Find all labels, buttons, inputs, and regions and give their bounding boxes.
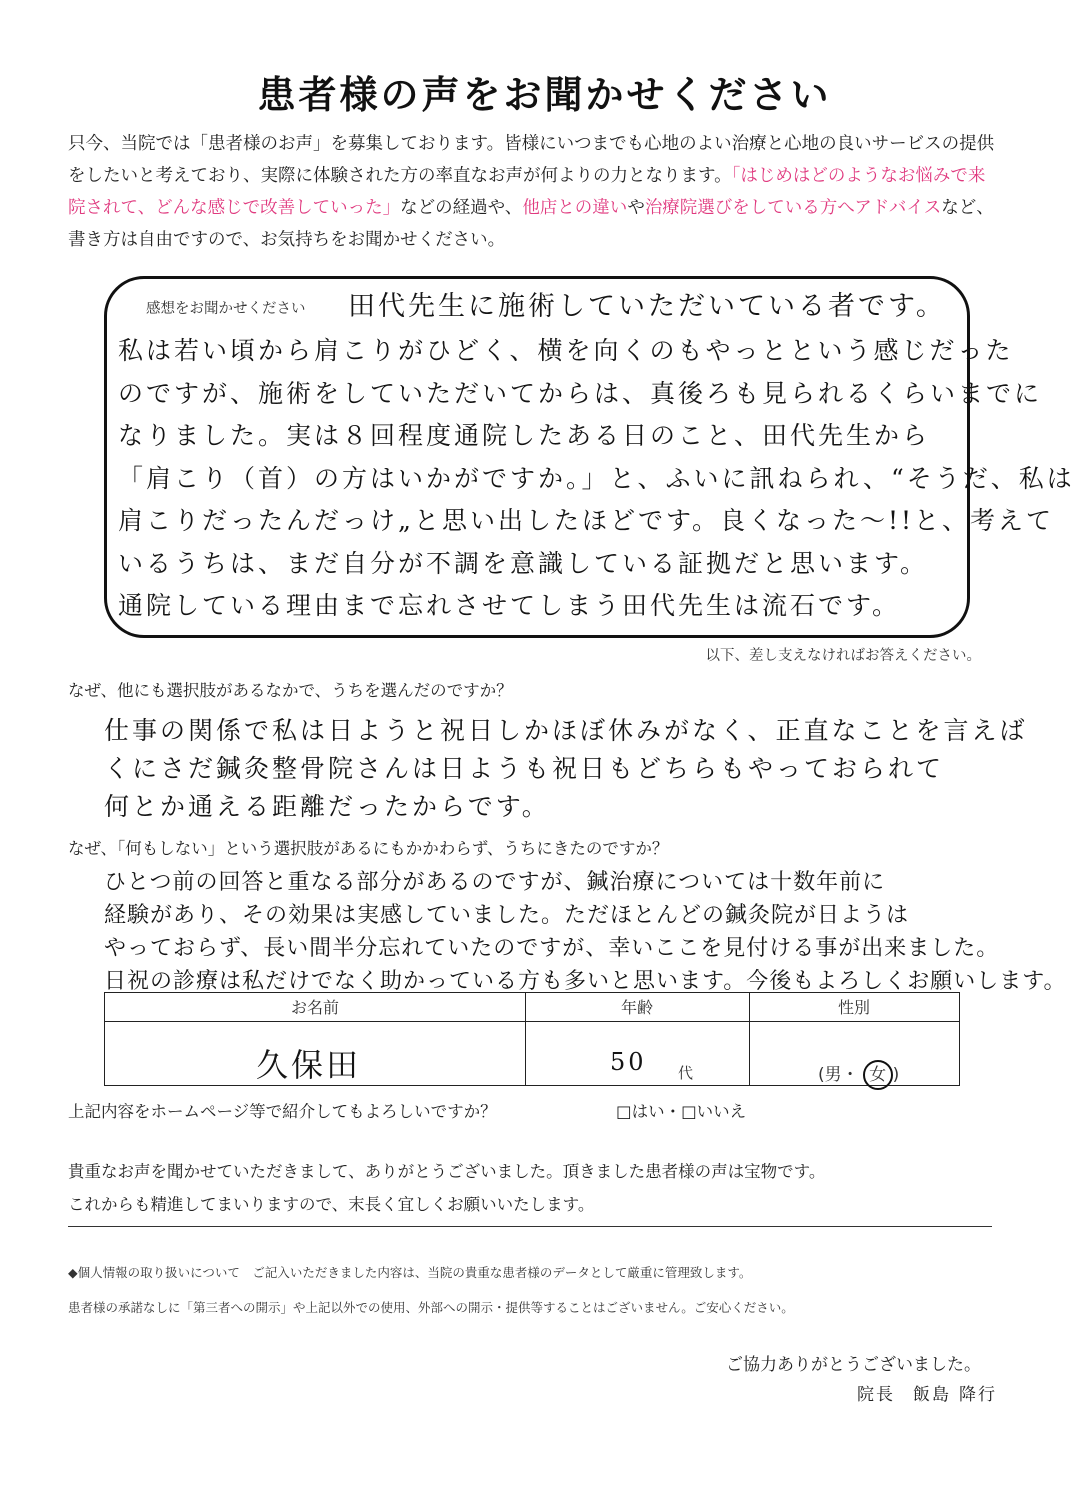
comment-text xyxy=(118,330,1075,628)
thanks-line: 貴重なお声を聞かせていただきまして、ありがとうございました。頂きました患者様の声は宝物です。 xyxy=(68,1162,826,1181)
closing-message: ご協力ありがとうございました。 xyxy=(726,1355,981,1375)
comment-line: 私は若い頃から肩こりがひどく、横を向くのもやっとという感じだった xyxy=(118,336,1014,365)
gender-male: 男 xyxy=(824,1065,842,1085)
comment-line: 「肩こり（首）の方はいかがですか。」と、ふいに訊ねられ、“そうだ、私は xyxy=(118,463,1075,493)
question-1: なぜ、他にも選択肢があるなかで、うちを選んだのですか？ xyxy=(68,681,513,700)
question-2: なぜ、「何もしない」という選択肢があるにもかかわらず、うちにきたのですか？ xyxy=(68,839,669,858)
page-title: 患者様の声をお聞かせください xyxy=(257,73,832,117)
intro-highlight-2: 他店との違い xyxy=(522,198,628,218)
gender-options: (男・ 女 ) xyxy=(818,1060,899,1090)
intro-text xyxy=(68,128,998,256)
answer-line: くにさだ鍼灸整骨院さんは日ようも祝日もどちらもやっておられて xyxy=(104,754,945,783)
consent-yes-checkbox[interactable]: □はい xyxy=(616,1102,665,1121)
intro-part1: 只今、当院では「患者様のお声」を募集しております。皆様にいつまでも心地のよい治療と心地の良いサービスの提供をしたいと考えており、実際に体験された方の率直なお声が何よりの力となります。 xyxy=(68,134,995,186)
privacy-notice xyxy=(68,1255,794,1325)
table-row-divider xyxy=(105,1021,959,1022)
comment-label: 感想をお聞かせください xyxy=(146,301,306,317)
consent-options xyxy=(616,1098,746,1122)
answer-line: ひとつ前の回答と重なる部分があるのですが、鍼治療については十数年前に xyxy=(104,870,886,895)
gender-female-circled: 女 xyxy=(863,1060,893,1090)
consent-separator: ・ xyxy=(664,1102,682,1121)
comment-line: いるうちは、まだ自分が不調を意識している証拠だと思います。 xyxy=(118,548,929,578)
optional-note: 以下、差し支えなければお答えください。 xyxy=(705,648,981,664)
answer-1 xyxy=(104,712,1028,826)
answer-line: 仕事の関係で私は日ようと祝日しかほぼ休みがなく、正直なことを言えば xyxy=(104,716,1028,745)
comment-first-line: 田代先生に施術していただいている者です。 xyxy=(348,291,946,322)
comment-line: 通院している理由まで忘れさせてしまう田代先生は流石です。 xyxy=(118,591,901,620)
signature-surname: 飯島 xyxy=(913,1385,951,1405)
intro-part4: など、書き方は自由ですので、お気持ちをお聞かせください。 xyxy=(68,198,994,250)
comment-line: なりました。実は８回程度通院したある日のこと、田代先生から xyxy=(118,421,931,450)
signature xyxy=(857,1380,997,1405)
answer-line: やっておらず、長い間半分忘れていたのですが、幸いここを見付ける事が出来ました。 xyxy=(104,936,1000,961)
thanks-line: これからも精進してまいりますので、末長く宜しくお願いいたします。 xyxy=(68,1195,595,1214)
gender-separator: ・ xyxy=(841,1065,859,1085)
consent-question: 上記内容をホームページ等で紹介してもよろしいですか？ xyxy=(68,1102,497,1121)
age-header: 年齢 xyxy=(620,998,653,1017)
privacy-line: 患者様の承諾なしに「第三者への開示」や上記以外での使用、外部への開示・提供等することはございません。ご安心ください。 xyxy=(68,1300,794,1315)
gender-header: 性別 xyxy=(837,998,870,1017)
intro-highlight-1: 「はじめはどのようなお悩みで来院されて、どんな感じで改善していった」 xyxy=(68,166,986,218)
answer-line: 経験があり、その効果は実感していました。ただほとんどの鍼灸院が日ようは xyxy=(104,903,910,928)
intro-part2: などの経過や、 xyxy=(400,198,523,218)
answer-2 xyxy=(104,866,1066,998)
signature-given-name: 降行 xyxy=(959,1385,997,1405)
divider xyxy=(68,1226,992,1227)
privacy-line: ◆個人情報の取り扱いについて ご記入いただきました内容は、当院の貴重な患者様のデータとして厳重に管理致します。 xyxy=(68,1265,752,1280)
comment-line: 肩こりだったんだっけ„と思い出したほどです。良くなった～!!と、考えて xyxy=(118,506,1055,535)
consent-no-checkbox[interactable]: □いいえ xyxy=(681,1102,747,1121)
name-value: 久保田 xyxy=(256,1046,362,1084)
intro-part3: や xyxy=(627,198,645,218)
thanks-message xyxy=(68,1155,825,1221)
name-header: お名前 xyxy=(290,998,339,1017)
intro-highlight-3: 治療院選びをしている方へアドバイス xyxy=(644,198,942,218)
age-value: 50 xyxy=(610,1048,647,1076)
answer-line: 日祝の診療は私だけでなく助かっている方も多いと思います。今後もよろしくお願いします。 xyxy=(104,969,1067,994)
age-unit: 代 xyxy=(678,1064,694,1082)
answer-line: 何とか通える距離だったからです。 xyxy=(104,792,550,821)
signature-role: 院長 xyxy=(857,1385,895,1405)
comment-line: のですが、施術をしていただいてからは、真後ろも見られるくらいまでに xyxy=(118,378,1043,408)
